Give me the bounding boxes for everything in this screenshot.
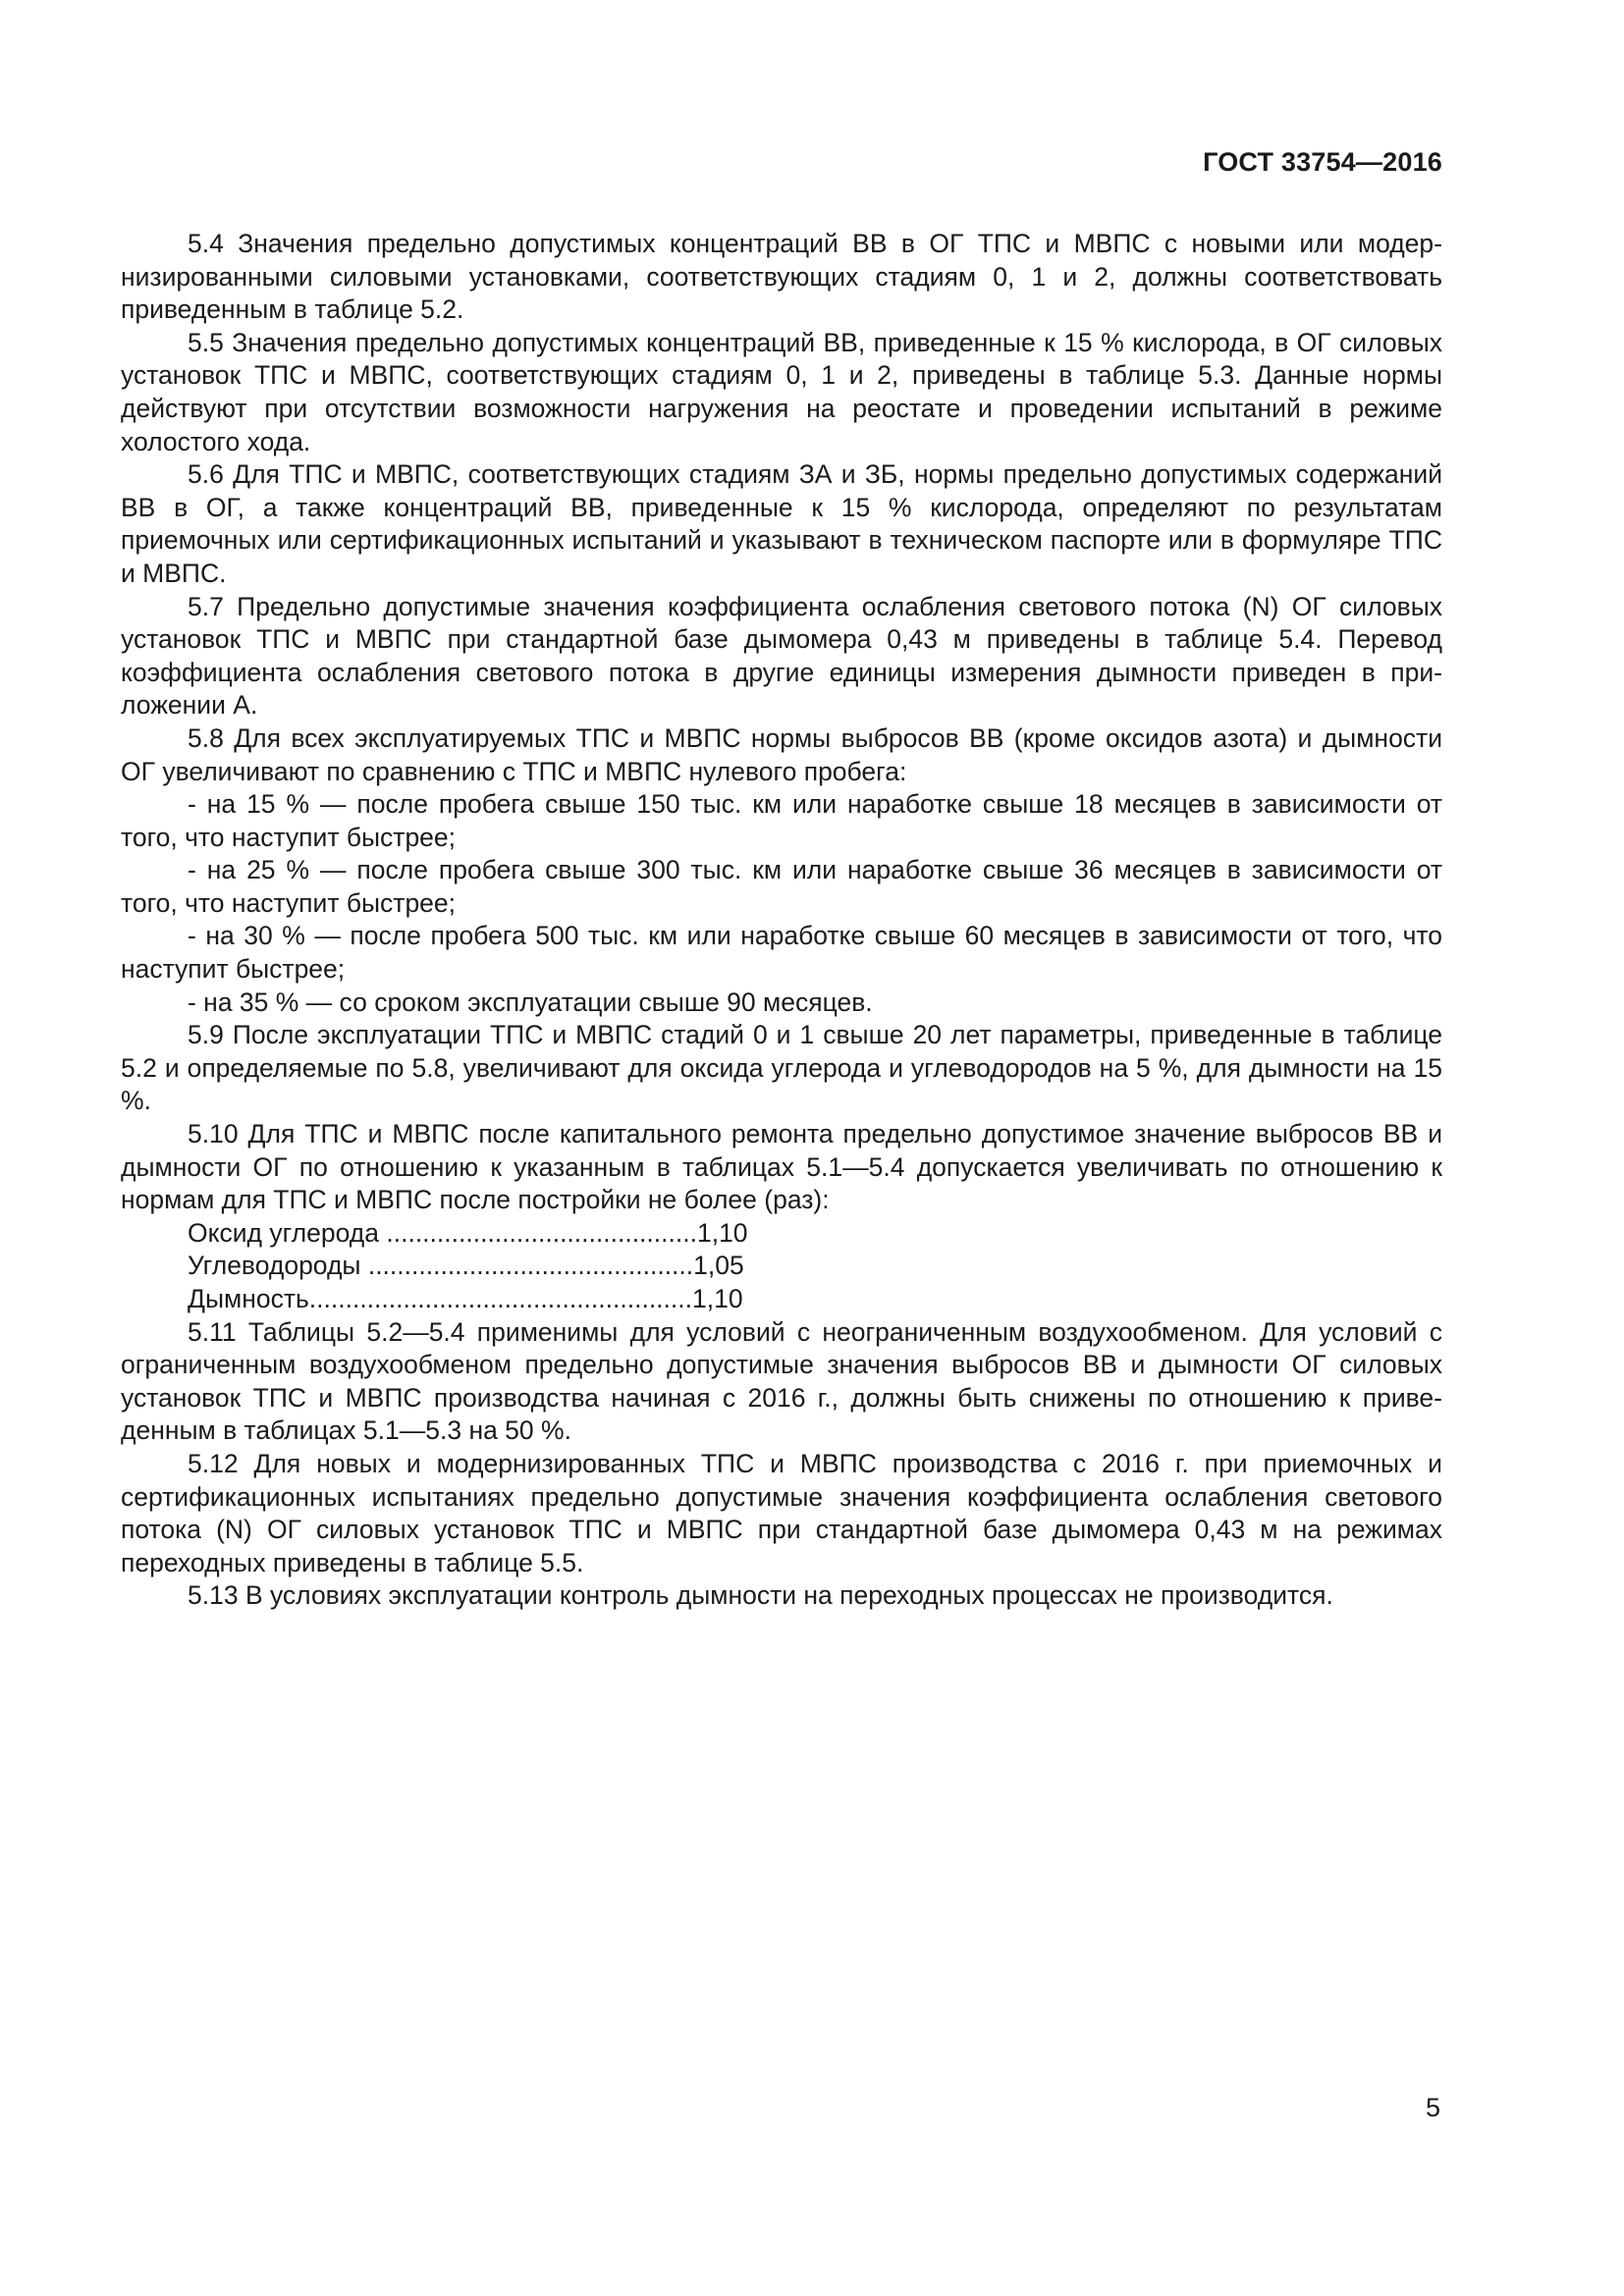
paragraph-5-5: 5.5 Значения предельно допустимых концентраций ВВ, приведенные к 15 % кислорода, в ОГ силовых установок ТПС и МВПС, соответствующих стадиям 0, 1 и 2, приведены в таблице 5.3. Данные нормы действуют при отсутствии возможности нагружения на реостате и проведении испытаний в режиме холостого хода. <box>121 327 1442 456</box>
list-item-25-percent: - на 25 % — после пробега свыше 300 тыс. км или наработке свыше 36 месяцев в зависимости от того, что наступит быстрее; <box>121 855 1442 918</box>
paragraph-5-8: 5.8 Для всех эксплуатируемых ТПС и МВПС нормы выбросов ВВ (кроме оксидов азота) и дымности ОГ увеличивают по сравнению с ТПС и МВПС нулевого пробега: <box>121 722 1442 786</box>
list-item-30-percent: - на 30 % — после пробега 500 тыс. км или наработке свыше 60 месяцев в зависимости от того, что наступит быстрее; <box>121 921 1442 985</box>
coefficient-smoke: Дымность.....................................................1,10 <box>188 1284 743 1313</box>
paragraph-5-7: 5.7 Предельно допустимые значения коэффициента ослабления светового потока (N) ОГ силовых установок ТПС и МВПС при стандартной базе дымомера 0,43 м приведены в таблице 5.4. Перевод коэффициента ослабления светового потока в другие единицы измерения дымности приведен в приложении А. <box>121 591 1442 721</box>
paragraph-5-4: 5.4 Значения предельно допустимых концентраций ВВ в ОГ ТПС и МВПС с новыми или модернизированными силовыми установками, соответствующих стадиям 0, 1 и 2, должны соответствовать приведенным в таблице 5.2. <box>121 229 1442 325</box>
paragraph-5-6: 5.6 Для ТПС и МВПС, соответствующих стадиям ЗА и ЗБ, нормы предельно допустимых содержаний ВВ в ОГ, а также концентраций ВВ, приведенные к 15 % кислорода, определяют по результатам приемочных или сертификационных испытаний и указывают в техническом паспорте или в формуляре ТПС и МВПС. <box>121 459 1442 588</box>
page-number: 5 <box>1425 2093 1440 2122</box>
paragraph-5-12: 5.12 Для новых и модернизированных ТПС и МВПС производства с 2016 г. при приемочных и сертификационных испытаниях предельно допустимые значения коэффициента ослабления светового потока (N) ОГ силовых установок ТПС и МВПС при стандартной базе дымомера 0,43 м на режимах переходных приведены в таблице 5.5. <box>121 1448 1442 1577</box>
document-body <box>121 228 1442 1613</box>
paragraph-5-13: 5.13 В условиях эксплуатации контроль дымности на переходных процессах не производится. <box>188 1580 1333 1611</box>
list-item-35-percent: - на 35 % — со сроком эксплуатации свыше 90 месяцев. <box>188 987 873 1017</box>
document-header: ГОСТ 33754—2016 <box>1203 147 1442 177</box>
coefficient-hydrocarbons: Углеводороды .............................................1,05 <box>188 1251 744 1281</box>
coefficient-carbon-monoxide: Оксид углерода ...........................................1,10 <box>188 1217 748 1248</box>
paragraph-5-10: 5.10 Для ТПС и МВПС после капитального ремонта предельно допустимое значение выбросов ВВ и дымности ОГ по отношению к указанным в таблицах 5.1—5.4 допускается увеличивать по отношению к нормам для ТПС и МВПС после постройки не более (раз): <box>121 1119 1442 1215</box>
list-item-15-percent: - на 15 % — после пробега свыше 150 тыс. км или наработке свыше 18 месяцев в зависимости от того, что наступит быстрее; <box>121 789 1442 852</box>
paragraph-5-9: 5.9 После эксплуатации ТПС и МВПС стадий 0 и 1 свыше 20 лет параметры, приведенные в таблице 5.2 и определяемые по 5.8, увеличивают для оксида углерода и углеводородов на 5 %, для дымности на 15 %. <box>121 1020 1442 1116</box>
paragraph-5-11: 5.11 Таблицы 5.2—5.4 применимы для условий с неограниченным воздухообменом. Для условий с ограниченным воздухообменом предельно допустимые значения выбросов ВВ и дымности ОГ силовых установок ТПС и МВПС производства начиная с 2016 г., должны быть снижены по отношению к приведенным в таблицах 5.1—5.3 на 50 %. <box>121 1316 1442 1446</box>
